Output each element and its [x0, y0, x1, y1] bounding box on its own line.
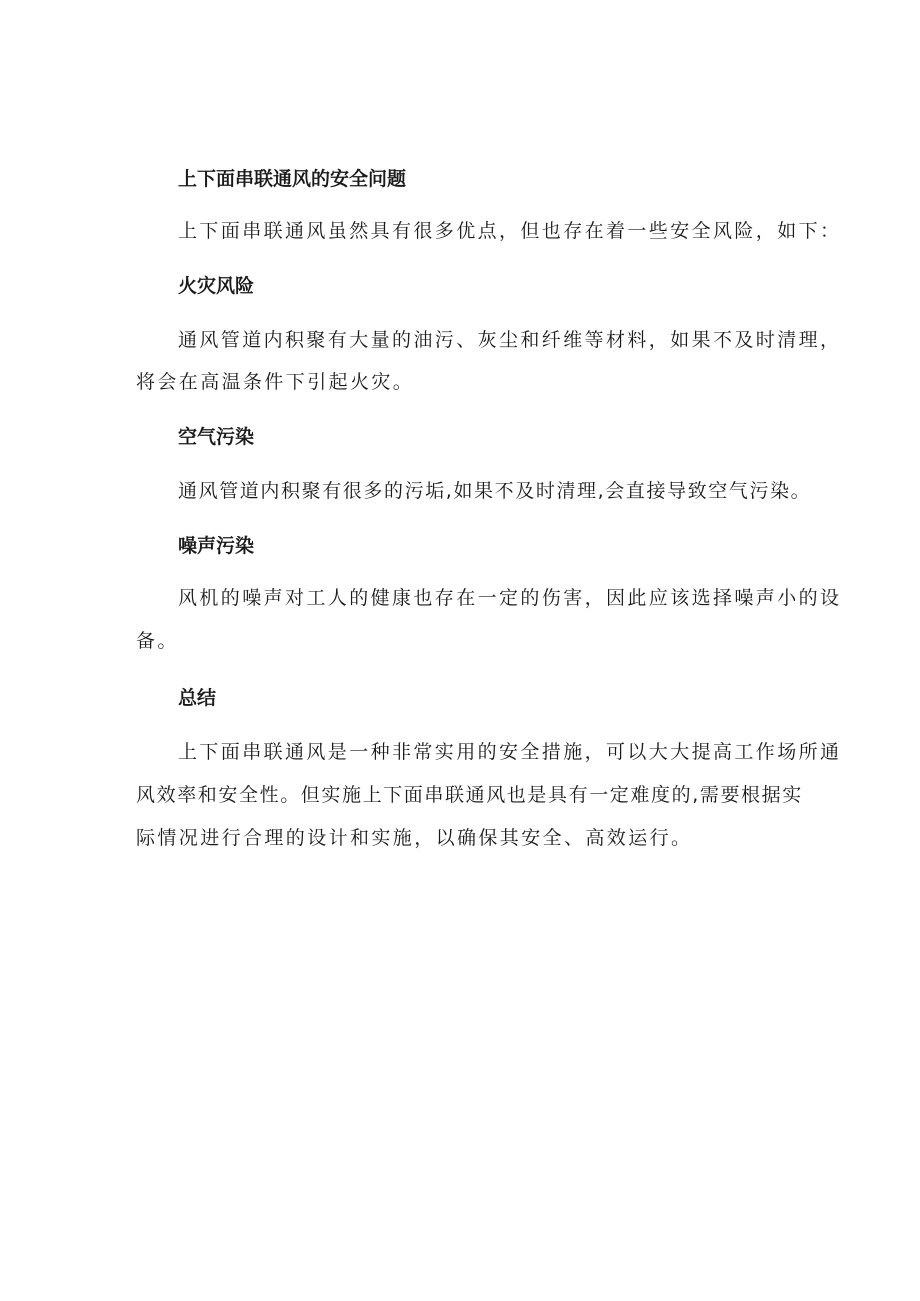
- paragraph-line: 风机的噪声对工人的健康也存在一定的伤害，因此应该选择噪声小的设: [178, 587, 842, 609]
- paragraph-line: 际情况进行合理的设计和实施，以确保其安全、高效运行。: [136, 827, 693, 849]
- paragraph-line: 风效率和安全性。但实施上下面串联通风也是具有一定难度的,需要根据实: [136, 784, 803, 806]
- section-heading-noise-pollution: 噪声污染: [178, 535, 255, 557]
- intro-paragraph: 上下面串联通风虽然具有很多优点，但也存在着一些安全风险，如下：: [178, 220, 842, 242]
- paragraph-line: 将会在高温条件下引起火灾。: [136, 371, 415, 393]
- document-title: 上下面串联通风的安全问题: [178, 168, 407, 190]
- section-heading-air-pollution: 空气污染: [178, 426, 255, 448]
- section-heading-summary: 总结: [178, 687, 217, 709]
- section-heading-fire-risk: 火灾风险: [178, 275, 255, 297]
- paragraph-line: 通风管道内积聚有大量的油污、灰尘和纤维等材料，如果不及时清理，: [178, 329, 842, 351]
- paragraph-line: 通风管道内积聚有很多的污垢,如果不及时清理,会直接导致空气污染。: [178, 480, 812, 502]
- paragraph-line: 上下面串联通风是一种非常实用的安全措施，可以大大提高工作场所通: [178, 741, 842, 763]
- paragraph-line: 备。: [136, 630, 179, 652]
